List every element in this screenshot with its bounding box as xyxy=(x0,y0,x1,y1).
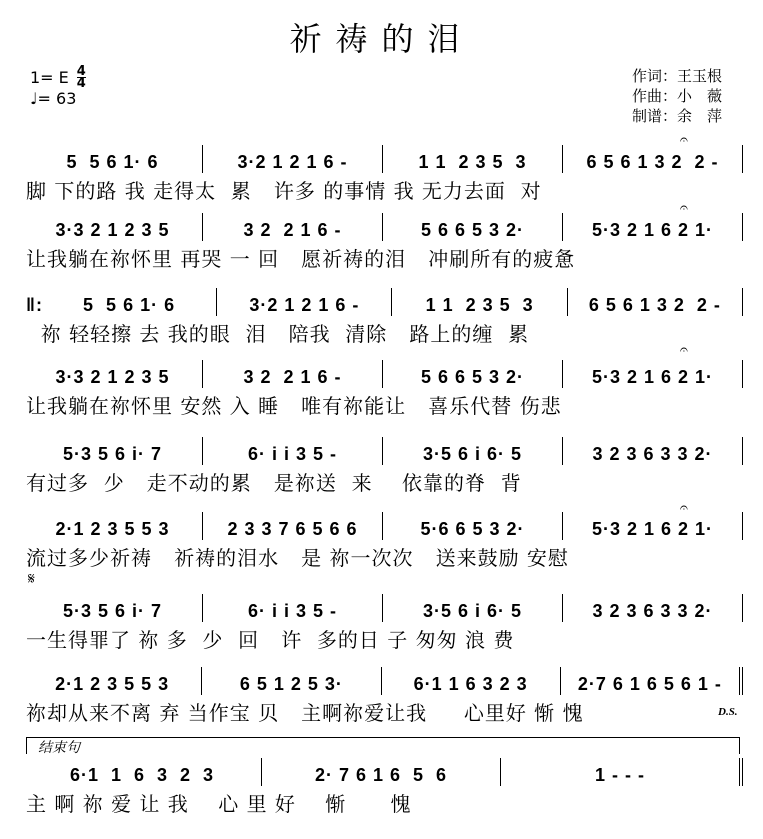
barline xyxy=(202,145,203,173)
measure: 2·1 2 3 5 5 3 xyxy=(55,519,170,539)
barline xyxy=(742,288,743,316)
fermata-mark: 𝄐 xyxy=(680,342,688,358)
lyrics-line: 主 啊 祢 爱 让 我 心 里 好 惭 愧 xyxy=(26,792,412,816)
ending-label: 结束句 xyxy=(38,740,80,756)
measure: 5 5 6 1· 6 xyxy=(66,152,159,172)
notes-container xyxy=(26,360,746,388)
notes-container xyxy=(26,437,746,465)
measure: 6·1 1 6 3 2 3 xyxy=(413,674,528,694)
time-signature xyxy=(77,66,86,89)
barline xyxy=(560,667,561,695)
composer: 作曲：小 薇 xyxy=(632,87,723,105)
lyrics-line: 让我躺在祢怀里 安然 入 睡 唯有祢能让 喜乐代替 伤悲 xyxy=(26,394,562,418)
lyricist: 作词：王玉根 xyxy=(632,67,723,85)
barline xyxy=(500,758,501,786)
lyrics-line: 让我躺在祢怀里 再哭 一 回 愿祈祷的泪 冲刷所有的疲惫 xyxy=(26,247,576,271)
measure: 6·1 1 6 3 2 3 xyxy=(69,765,215,785)
measure: 2·7 6 1 6 5 6 1 - xyxy=(577,674,722,694)
notes-container xyxy=(26,288,746,316)
notation-row xyxy=(26,429,746,463)
barline xyxy=(382,437,383,465)
notation-row xyxy=(26,504,746,538)
barline xyxy=(202,360,203,388)
barline xyxy=(742,512,743,540)
measure: 5 5 6 1· 6 xyxy=(83,295,176,315)
barline xyxy=(202,213,203,241)
notes-container xyxy=(26,145,746,173)
measure: 6· i i 3 5 - xyxy=(247,601,338,621)
fermata-mark: 𝄐 xyxy=(680,500,688,516)
barline xyxy=(201,667,202,695)
barline xyxy=(202,594,203,622)
barline xyxy=(562,360,563,388)
barline xyxy=(382,512,383,540)
time-sig-top: 4 xyxy=(76,64,86,79)
notes-container xyxy=(26,213,746,241)
measure: 3·5 6 i 6· 5 xyxy=(422,601,523,621)
barline xyxy=(739,667,743,695)
measure: 2· 7 6 1 6 5 6 xyxy=(314,765,448,785)
barline xyxy=(382,360,383,388)
segno-mark: 𝄋 xyxy=(28,569,35,588)
barline xyxy=(202,437,203,465)
measure: 3 2 2 1 6 - xyxy=(243,220,342,240)
lyrics-line: 有过多 少 走不动的累 是祢送 来 依靠的脊 背 xyxy=(26,471,522,495)
notes-container xyxy=(26,758,746,786)
measure: 1 - - - xyxy=(595,765,645,785)
tempo-marking: ♩= 63 xyxy=(30,89,77,108)
notation-row xyxy=(26,586,746,620)
measure: 5·3 2 1 6 2 1· xyxy=(591,367,714,387)
transcriber: 制谱：余 萍 xyxy=(632,107,723,125)
barline xyxy=(261,758,262,786)
barline xyxy=(742,213,743,241)
barline xyxy=(567,288,568,316)
measure: 5·3 5 6 i· 7 xyxy=(62,601,163,621)
barline xyxy=(742,594,743,622)
measure: 3 2 3 6 3 3 2· xyxy=(592,444,713,464)
barline xyxy=(742,145,743,173)
measure: 2 3 3 7 6 5 6 6 xyxy=(227,519,358,539)
fermata-mark: 𝄐 xyxy=(680,200,688,216)
measure: 5 6 6 5 3 2· xyxy=(420,367,525,387)
lyrics-line: 祢却从来不离 弃 当作宝 贝 主啊祢爱让我 心里好 惭 愧 xyxy=(26,701,584,725)
barline xyxy=(742,437,743,465)
time-sig-bottom: 4 xyxy=(76,76,86,91)
barline xyxy=(382,213,383,241)
barline xyxy=(562,145,563,173)
lyrics-line: 脚 下的路 我 走得太 累 许多 的事情 我 无力去面 对 xyxy=(26,179,542,203)
key-tempo-block xyxy=(30,66,86,109)
measure: 5·3 2 1 6 2 1· xyxy=(591,519,714,539)
measure: 3·2 1 2 1 6 - xyxy=(249,295,360,315)
barline xyxy=(382,594,383,622)
measure: 5·3 2 1 6 2 1· xyxy=(591,220,714,240)
notes-container xyxy=(26,512,746,540)
barline xyxy=(562,512,563,540)
measure: 5·3 5 6 i· 7 xyxy=(62,444,163,464)
barline xyxy=(562,437,563,465)
barline xyxy=(382,145,383,173)
barline xyxy=(742,360,743,388)
measure: 6 5 6 1 3 2 2 - xyxy=(586,152,719,172)
measure: 3 2 2 1 6 - xyxy=(243,367,342,387)
notation-row xyxy=(26,137,746,171)
measure: 3·2 1 2 1 6 - xyxy=(237,152,348,172)
notes-container xyxy=(26,594,746,622)
key-text: 1= E xyxy=(30,67,69,87)
fermata-mark: 𝄐 xyxy=(680,132,688,148)
measure: 3·3 2 1 2 3 5 xyxy=(55,220,170,240)
barline xyxy=(202,512,203,540)
key-signature xyxy=(30,66,86,89)
ds-mark: D.S. xyxy=(718,706,738,718)
measure: 6 5 1 2 5 3· xyxy=(239,674,343,694)
notation-row xyxy=(26,205,746,239)
barline xyxy=(562,594,563,622)
measure: 5 6 6 5 3 2· xyxy=(420,220,525,240)
barline xyxy=(391,288,392,316)
measure: 6 5 6 1 3 2 2 - xyxy=(588,295,721,315)
notation-row xyxy=(26,750,746,784)
repeat-start-mark: ‖: xyxy=(26,295,43,315)
measure: 1 1 2 3 5 3 xyxy=(418,152,527,172)
notes-container xyxy=(26,667,746,695)
measure: 6· i i 3 5 - xyxy=(247,444,338,464)
song-title: 祈祷的泪 xyxy=(289,20,474,58)
measure: 1 1 2 3 5 3 xyxy=(425,295,534,315)
barline xyxy=(562,213,563,241)
notation-row xyxy=(26,659,746,693)
measure: 2·1 2 3 5 5 3 xyxy=(55,674,170,694)
notation-row xyxy=(26,352,746,386)
credits xyxy=(632,66,722,126)
barline xyxy=(381,667,382,695)
barline xyxy=(739,758,743,786)
barline xyxy=(216,288,217,316)
measure: 3 2 3 6 3 3 2· xyxy=(592,601,713,621)
measure: 5·6 6 5 3 2· xyxy=(420,519,525,539)
measure: 3·5 6 i 6· 5 xyxy=(422,444,523,464)
ending-bracket xyxy=(26,737,740,754)
notation-row xyxy=(26,280,746,314)
measure: 3·3 2 1 2 3 5 xyxy=(55,367,170,387)
lyrics-line: 祢 轻轻擦 去 我的眼 泪 陪我 清除 路上的缠 累 xyxy=(26,322,530,346)
lyrics-line: 流过多少祈祷 祈祷的泪水 是 祢一次次 送来鼓励 安慰 xyxy=(26,546,569,570)
lyrics-line: 一生得罪了 祢 多 少 回 许 多的日 子 匆匆 浪 费 xyxy=(26,628,515,652)
